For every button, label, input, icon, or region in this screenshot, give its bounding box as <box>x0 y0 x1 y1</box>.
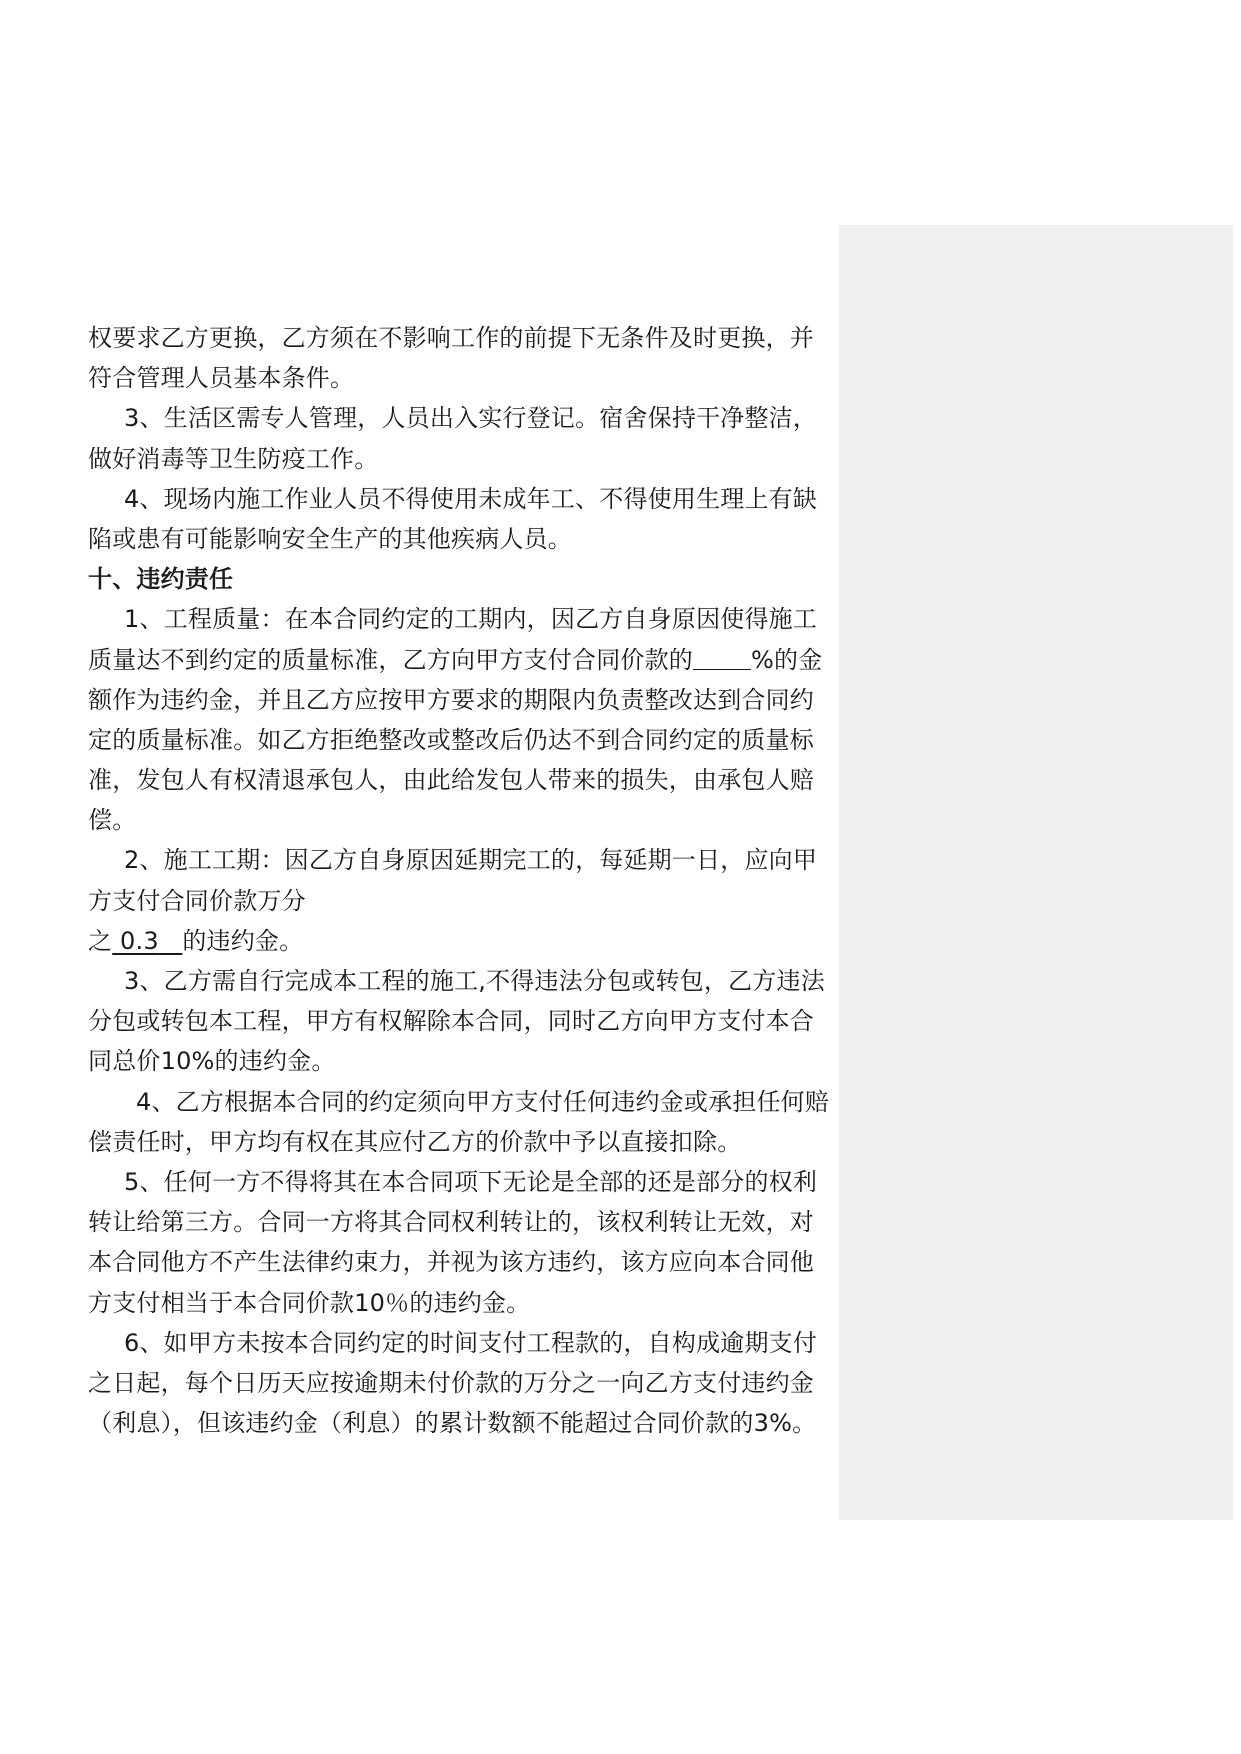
paragraph-line: 3、乙方需自行完成本工程的施工,不得违法分包或转包，乙方违法 <box>124 967 825 995</box>
paragraph-line: 之日起，每个日历天应按逾期未付价款的万分之一向乙方支付违约金 <box>88 1368 814 1397</box>
paragraph-line: 偿责任时，甲方均有权在其应付乙方的价款中予以直接扣除。 <box>88 1127 742 1156</box>
filled-value <box>112 927 182 955</box>
paragraph-line: 同总价10%的违约金。 <box>88 1047 336 1076</box>
paragraph-line: 额作为违约金，并且乙方应按甲方要求的期限内负责整改达到合同约 <box>88 685 814 714</box>
document-body <box>88 318 832 1443</box>
paragraph-line: 陷或患有可能影响安全生产的其他疾病人员。 <box>88 524 572 553</box>
comment-margin-pane <box>839 225 1233 1520</box>
paragraph-line <box>88 640 832 680</box>
paragraph-line <box>88 921 832 961</box>
paragraph-line: 1、工程质量：在本合同约定的工期内，因乙方自身原因使得施工 <box>124 605 818 634</box>
paragraph-line: 4、现场内施工作业人员不得使用未成年工、不得使用生理上有缺 <box>124 484 818 513</box>
paragraph-line: 转让给第三方。合同一方将其合同权利转让的，该权利转让无效，对 <box>88 1208 814 1237</box>
paragraph-line: 方支付相当于本合同价款10％的违约金。 <box>88 1288 531 1317</box>
paragraph-line: 本合同他方不产生法律约束力，并视为该方违约，该方应向本合同他 <box>88 1248 814 1277</box>
paragraph-line: 4、乙方根据本合同的约定须向甲方支付任何违约金或承担任何赔 <box>136 1087 830 1116</box>
paragraph-text: 的违约金。 <box>182 926 304 955</box>
paragraph-line: 符合管理人员基本条件。 <box>88 364 355 393</box>
paragraph-line: 5、任何一方不得将其在本合同项下无论是全部的还是部分的权利 <box>124 1167 818 1196</box>
paragraph-line: （利息），但该违约金（利息）的累计数额不能超过合同价款的3%。 <box>88 1409 817 1438</box>
paragraph-line: 分包或转包本工程，甲方有权解除本合同，同时乙方向甲方支付本合 <box>88 1007 814 1036</box>
paragraph-text: 之 <box>88 926 113 955</box>
paragraph-line: 6、如甲方未按本合同约定的时间支付工程款的，自构成逾期支付 <box>124 1328 818 1357</box>
paragraph-line: 偿。 <box>88 806 137 835</box>
paragraph-line: 2、施工工期：因乙方自身原因延期完工的，每延期一日，应向甲 <box>124 846 818 875</box>
paragraph-text: %的金 <box>751 645 823 674</box>
paragraph-line: 权要求乙方更换，乙方须在不影响工作的前提下无条件及时更换，并 <box>88 324 814 352</box>
paragraph-line: 3、生活区需专人管理，人员出入实行登记。宿舍保持干净整洁， <box>124 404 818 433</box>
fill-in-blank <box>693 643 751 670</box>
paragraph-line: 准，发包人有权清退承包人，由此给发包人带来的损失，由承包人赔 <box>88 766 814 795</box>
paragraph-line: 定的质量标准。如乙方拒绝整改或整改后仍达不到合同约定的质量标 <box>88 725 814 754</box>
paragraph-text: 质量达不到约定的质量标准，乙方向甲方支付合同价款的 <box>88 645 693 674</box>
section-heading: 十、违约责任 <box>88 565 234 594</box>
paragraph-line: 做好消毒等卫生防疫工作。 <box>88 444 379 473</box>
penalty-rate-value: 0.3 <box>120 926 159 955</box>
paragraph-line: 方支付合同价款万分 <box>88 886 306 915</box>
